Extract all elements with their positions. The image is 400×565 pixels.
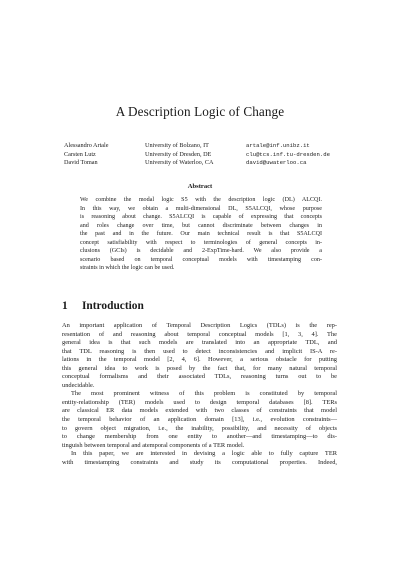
body-line: to change membership from one entity to another—and timestamping—to dis- [62,433,337,441]
body-line: with timestamping constraints and study its computational properties. Indeed, [62,458,337,466]
body-line: conceptual formalisms and their associated TDLs, reasoning turns out to be [62,373,337,381]
body-line: resentation of and reasoning about temporal conceptual models [1, 3, 4]. The [62,330,337,338]
body-line: lations in the temporal model [2, 4, 6]. However, a serious obstacle for putting [62,356,337,364]
abstract-text [80,196,322,273]
author-name: Alessandro Artale [64,142,109,149]
abstract-line: concept satisfiability with respect to terminologies of general concepts in- [80,239,322,246]
author-email: artale@inf.unibz.it [246,142,310,149]
abstract-line: In this way, we obtain a multi-dimensional DL, S5ALCQI, whose purpose [80,205,322,212]
body-line: An important application of Temporal Description Logics (TDLs) is the rep- [62,322,337,329]
body-line: general idea is that such models are translated into an appropriate TDL, and [62,339,337,347]
body-line: that TDL reasoning is then used to detect inconsistencies and implicit IS-A re- [62,347,337,355]
body-line: this general idea to work is posed by the fact that, for many natural temporal [62,364,337,372]
author-row [64,142,330,151]
abstract-line: and roles change over time, but cannot discriminate between changes in [80,222,322,229]
body-line: tinguish between temporal and atemporal components of a TER model. [62,441,245,449]
author-affiliation: University of Bolzano, IT [145,142,209,149]
author-affiliation: University of Dresden, DE [145,150,212,158]
author-block [64,142,330,168]
author-name: David Toman [64,159,98,167]
section-heading [62,300,144,312]
author-email: david@uwaterloo.ca [246,159,307,167]
body-line: entity-relationship (TER) models used to design temporal databases [8]. TERs [62,398,337,406]
abstract-line: We combine the modal logic S5 with the description logic (DL) ALCQI. [80,197,322,203]
body-line: the temporal behavior of an application domain [13], i.e., evolution constraints— [62,416,337,424]
section-title: Introduction [82,300,144,312]
body-line: are classical ER data models extended with two classes of constraints that model [62,407,337,415]
body-text [62,322,337,467]
paper-title: A Description Logic of Change [115,104,285,119]
author-row [64,159,330,168]
abstract-line: the past and in the future. Our main technical result is that S5ALCQI [80,231,322,237]
author-affiliation: University of Waterloo, CA [145,159,214,167]
body-line: to govern object migration, i.e., the inability, possibility, and necessity of objects [62,424,337,432]
abstract-line: clusions (GCIs) is decidable and 2-ExpTime-hard. We also provide a [80,248,322,254]
abstract-line: scenario based on temporal conceptual models with timestamping con- [80,256,322,263]
author-row [64,151,330,160]
abstract-heading: Abstract [187,183,213,190]
body-line: In this paper, we are interested in devising a logic able to fully capture TER [71,450,337,458]
body-line: The most prominent witness of this problem is constituted by temporal [71,390,337,398]
body-line: undecidable. [62,381,95,389]
section-number: 1 [62,300,68,312]
author-name: Carsten Lutz [64,150,96,158]
author-email: clu@tcs.inf.tu-dresden.de [246,150,330,158]
abstract-line: is reasoning about change. S5ALCQI is capable of expressing that concepts [80,214,322,220]
abstract-line: straints in which the logic can be used. [80,265,175,271]
